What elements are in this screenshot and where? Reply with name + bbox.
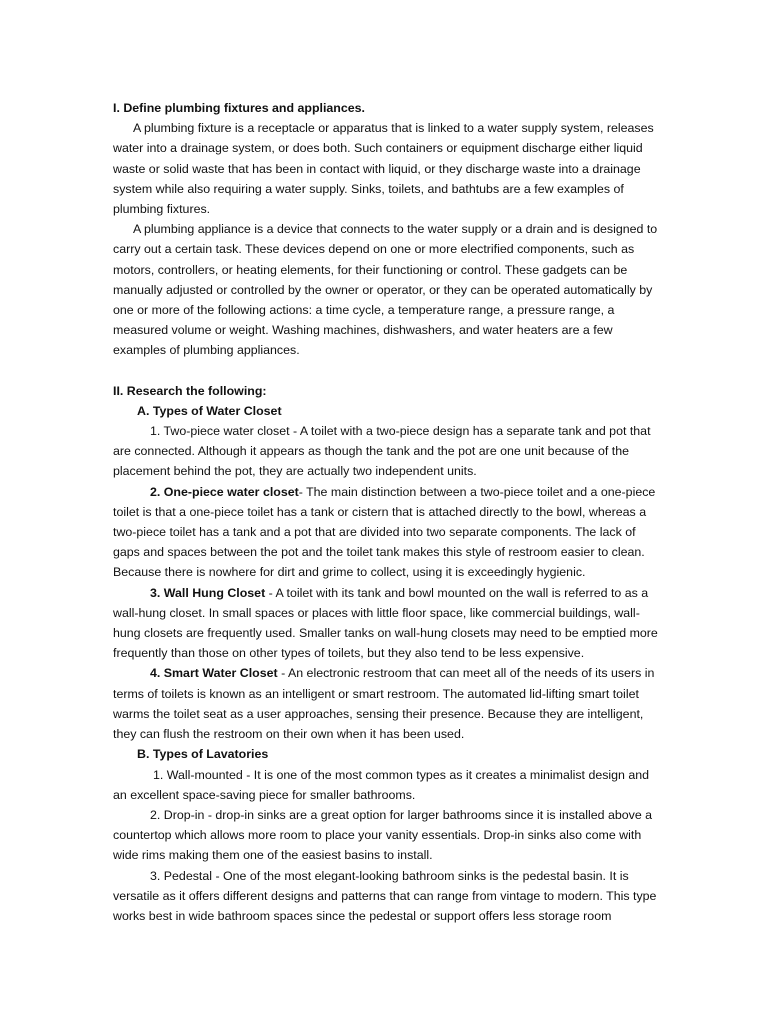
paragraph-line: waste or solid waste that has been in contact with liquid, or they discharge waste into a drainage	[113, 161, 641, 176]
item-title: 2. One-piece water closet	[150, 484, 299, 499]
wall-mounted-item	[113, 765, 658, 805]
item-line: an excellent space-saving piece for smaller bathrooms.	[113, 787, 416, 802]
item-line: they can flush the restroom on their own when it has been used.	[113, 727, 465, 742]
item-line: wall-hung closet. In small spaces or places with little floor space, like commercial buildings, wall-	[113, 605, 640, 620]
item-line: frequently than those on other types of toilets, but they also tend to be less expensive.	[113, 646, 585, 661]
paragraph-line: A plumbing fixture is a receptacle or apparatus that is linked to a water supply system, releases	[133, 121, 654, 136]
item-line: works best in wide bathroom spaces since the pedestal or support offers less storage room	[113, 908, 612, 923]
item-line: versatile as it offers different designs and patterns that can range from vintage to modern. This type	[113, 888, 657, 903]
drop-in-item	[113, 805, 658, 866]
wall-hung-item	[113, 583, 658, 664]
section-spacer	[113, 361, 658, 381]
item-line: Because there is nowhere for dirt and grime to collect, using it is exceedingly hygienic.	[113, 565, 586, 580]
section2-heading: II. Research the following:	[113, 383, 267, 398]
item-lead-text: - An electronic restroom that can meet all of the needs of its users in	[277, 666, 655, 681]
water-closet-heading: A. Types of Water Closet	[137, 403, 282, 418]
paragraph-line: A plumbing appliance is a device that connects to the water supply or a drain and is designed to	[133, 222, 658, 237]
item-line: terms of toilets is known as an intelligent or smart restroom. The automated lid-lifting smart toilet	[113, 686, 639, 701]
paragraph-line: one or more of the following actions: a time cycle, a temperature range, a pressure range, a	[113, 303, 615, 318]
item-line: gaps and spaces between the pot and the toilet tank makes this style of restroom easier to clean.	[113, 545, 645, 560]
item-title: 4. Smart Water Closet	[150, 666, 278, 681]
item-line: toilet is that a one-piece toilet has a tank or cistern that is attached directly to the bowl, whereas a	[113, 504, 647, 519]
paragraph-line: motors, controllers, or heating elements, for their functioning or control. These gadgets can be	[113, 262, 628, 277]
item-lead: 1. Wall-mounted - It is one of the most common types as it creates a minimalist design and	[153, 767, 650, 782]
item-lead: 2. Drop-in - drop-in sinks are a great option for larger bathrooms since it is installed above a	[150, 807, 653, 822]
lavatories-heading: B. Types of Lavatories	[137, 747, 269, 762]
paragraph-line: measured volume or weight. Washing machines, dishwashers, and water heaters are a few	[113, 323, 613, 338]
item-lead	[113, 482, 658, 502]
item-line: are connected. Although it appears as though the tank and the pot are one unit because of the	[113, 444, 629, 459]
paragraph-line: system while also requiring a water supply. Sinks, toilets, and bathtubs are a few examples of	[113, 181, 624, 196]
item-line: two-piece toilet has a tank and a pot that are divided into two separate components. The lack of	[113, 525, 636, 540]
section1-heading: I. Define plumbing fixtures and appliances.	[113, 101, 365, 115]
appliances-paragraph	[113, 219, 658, 360]
one-piece-item	[113, 482, 658, 583]
pedestal-item	[113, 866, 658, 927]
item-line: countertop which allows more room to place your vanity essentials. Drop-in sinks also come with	[113, 828, 642, 843]
item-line: hung closets are frequently used. Smaller tanks on wall-hung closets may need to be emptied more	[113, 626, 658, 641]
paragraph-line: water into a drainage system, or does both. Such containers or equipment discharge either liquid	[113, 141, 643, 156]
paragraph-line: carry out a certain task. These devices depend on one or more electrified components, such as	[113, 242, 635, 257]
document-page	[113, 98, 658, 926]
item-lead	[113, 583, 658, 603]
item-line: wide rims making them one of the easiest basins to install.	[113, 848, 433, 863]
fixtures-paragraph	[113, 118, 658, 219]
item-lead-text: - A toilet with its tank and bowl mounted on the wall is referred to as a	[265, 585, 649, 600]
item-lead: 3. Pedestal - One of the most elegant-looking bathroom sinks is the pedestal basin. It is	[150, 868, 629, 883]
item-lead	[113, 663, 658, 683]
smart-closet-item	[113, 663, 658, 744]
item-line: warms the toilet seat as a user approaches, sensing their presence. Because they are intelligent,	[113, 706, 644, 721]
item-line: placement behind the pot, they are actually two independent units.	[113, 464, 477, 479]
paragraph-line: plumbing fixtures.	[113, 202, 211, 217]
item-title: 3. Wall Hung Closet	[150, 585, 266, 600]
item-lead: 1. Two-piece water closet - A toilet with a two-piece design has a separate tank and pot that	[150, 424, 651, 439]
two-piece-item	[113, 421, 658, 482]
paragraph-line: manually adjusted or controlled by the owner or operator, or they can be operated automatically by	[113, 282, 653, 297]
item-lead-text: - The main distinction between a two-piece toilet and a one-piece	[298, 484, 656, 499]
paragraph-line: examples of plumbing appliances.	[113, 343, 300, 358]
